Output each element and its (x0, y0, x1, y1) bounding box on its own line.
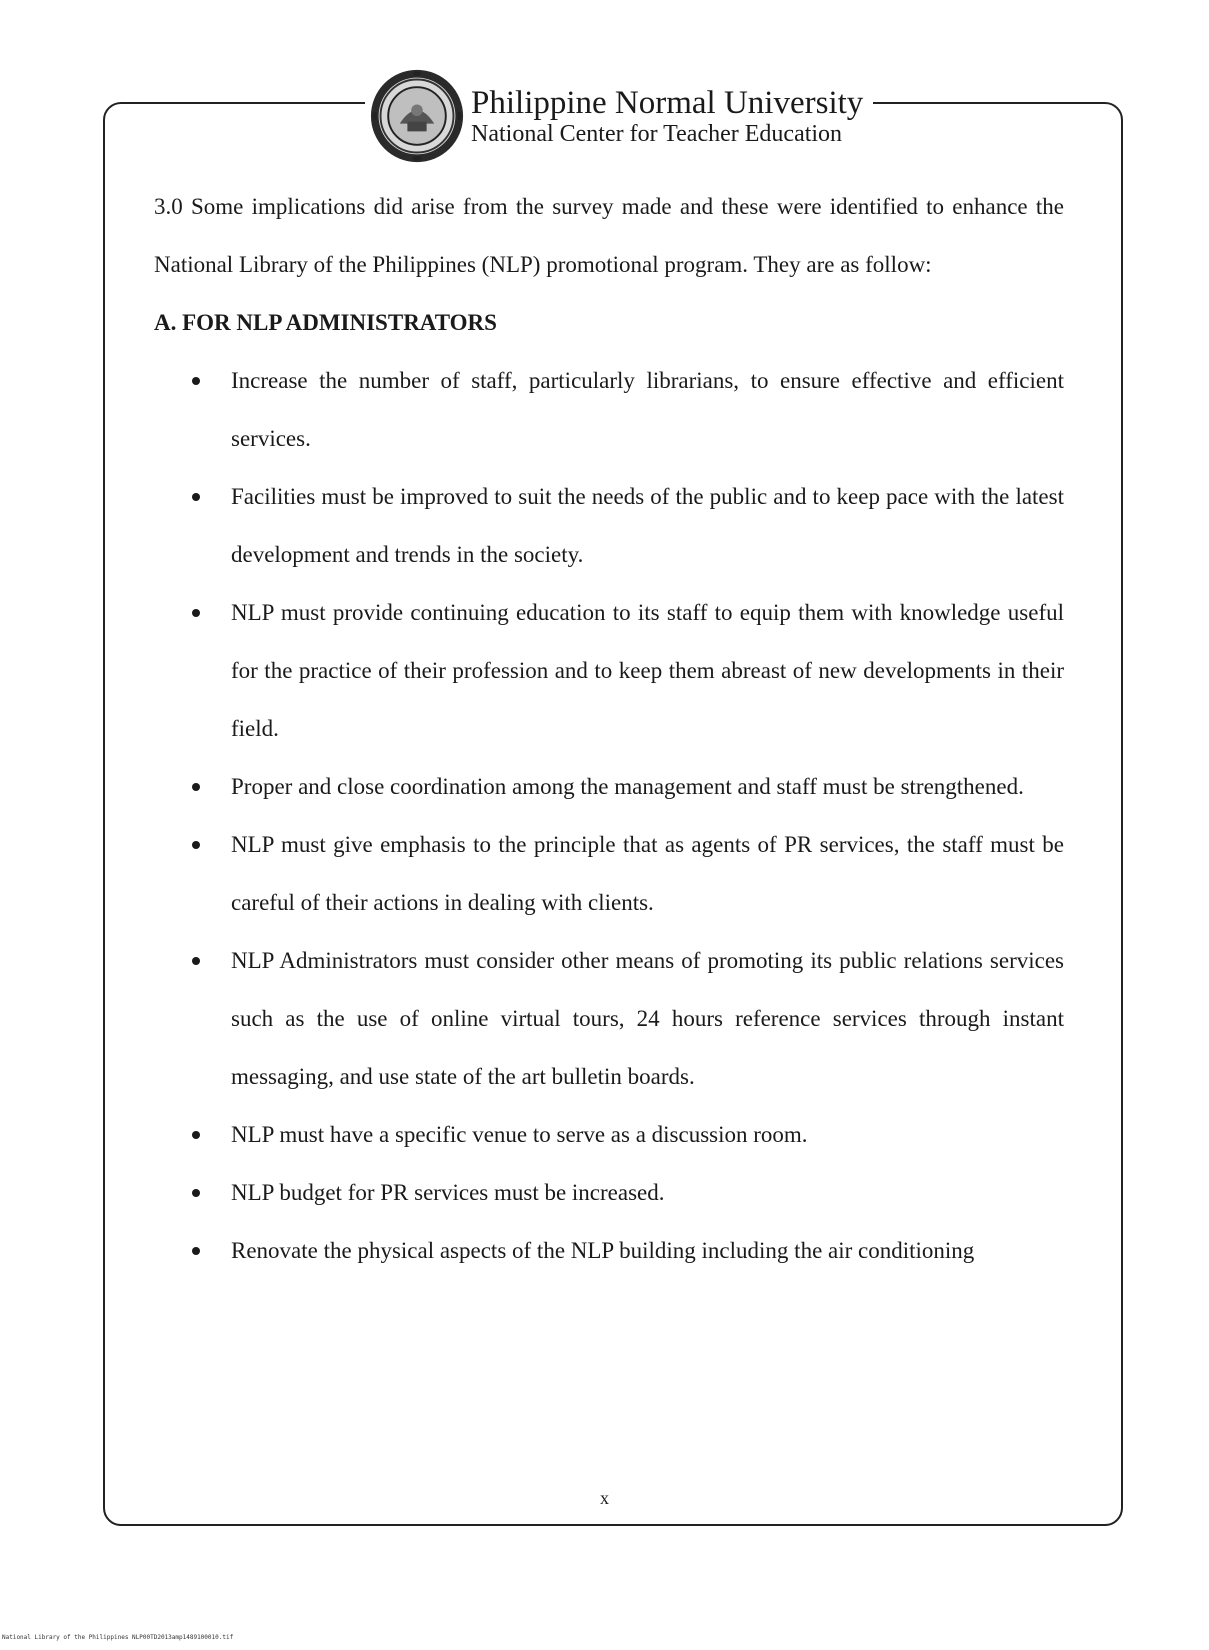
list-item (231, 1164, 1064, 1222)
list-item-text: Facilities must be improved to suit the needs of the public and to keep pace with the latest development and trends in the society. (231, 484, 1064, 567)
list-item-text: NLP must give emphasis to the principle that as agents of PR services, the staff must be careful of their actions in dealing with clients. (231, 832, 1064, 915)
list-item-text: Proper and close coordination among the management and staff must be strengthened. (231, 774, 1024, 799)
list-item (231, 816, 1064, 932)
section-heading: A. FOR NLP ADMINISTRATORS (154, 310, 497, 335)
bullet-icon (192, 1189, 200, 1197)
list-item (231, 1106, 1064, 1164)
list-item (231, 352, 1064, 468)
bullet-icon (192, 957, 200, 965)
university-seal-icon (369, 68, 465, 164)
bullet-icon (192, 1247, 200, 1255)
bullet-icon (192, 493, 200, 501)
university-name: Philippine Normal University (471, 84, 864, 121)
list-item-text: NLP must have a specific venue to serve as a discussion room. (231, 1122, 808, 1147)
list-item (231, 468, 1064, 584)
recommendation-list (154, 352, 1064, 1280)
letterhead (365, 68, 873, 164)
list-item (231, 584, 1064, 758)
bullet-icon (192, 377, 200, 385)
document-body (154, 178, 1064, 1280)
list-item-text: NLP budget for PR services must be increased. (231, 1180, 665, 1205)
list-item (231, 758, 1064, 816)
intro-paragraph: 3.0 Some implications did arise from the survey made and these were identified to enhance the National Library of the Philippines (NLP) promotional program. They are as follow: (154, 194, 1064, 277)
list-item-text: Renovate the physical aspects of the NLP building including the air conditioning (231, 1238, 975, 1263)
bullet-icon (192, 841, 200, 849)
page-number: x (600, 1488, 609, 1508)
bullet-icon (192, 609, 200, 617)
center-name: National Center for Teacher Education (471, 120, 843, 147)
bullet-icon (192, 1131, 200, 1139)
bullet-icon (192, 783, 200, 791)
list-item (231, 932, 1064, 1106)
list-item-text: NLP Administrators must consider other means of promoting its public relations services such as the use of online virtual tours, 24 hours reference services through instant messaging, and use state of the art bulletin boards. (231, 948, 1064, 1089)
scan-footer: National Library of the Philippines NLP00TD2013amp1489100010.tif (2, 1634, 234, 1641)
list-item-text: Increase the number of staff, particularly librarians, to ensure effective and efficient services. (231, 368, 1064, 451)
list-item-text: NLP must provide continuing education to its staff to equip them with knowledge useful for the practice of their profession and to keep them abreast of new developments in their field. (231, 600, 1064, 741)
list-item (231, 1222, 1064, 1280)
